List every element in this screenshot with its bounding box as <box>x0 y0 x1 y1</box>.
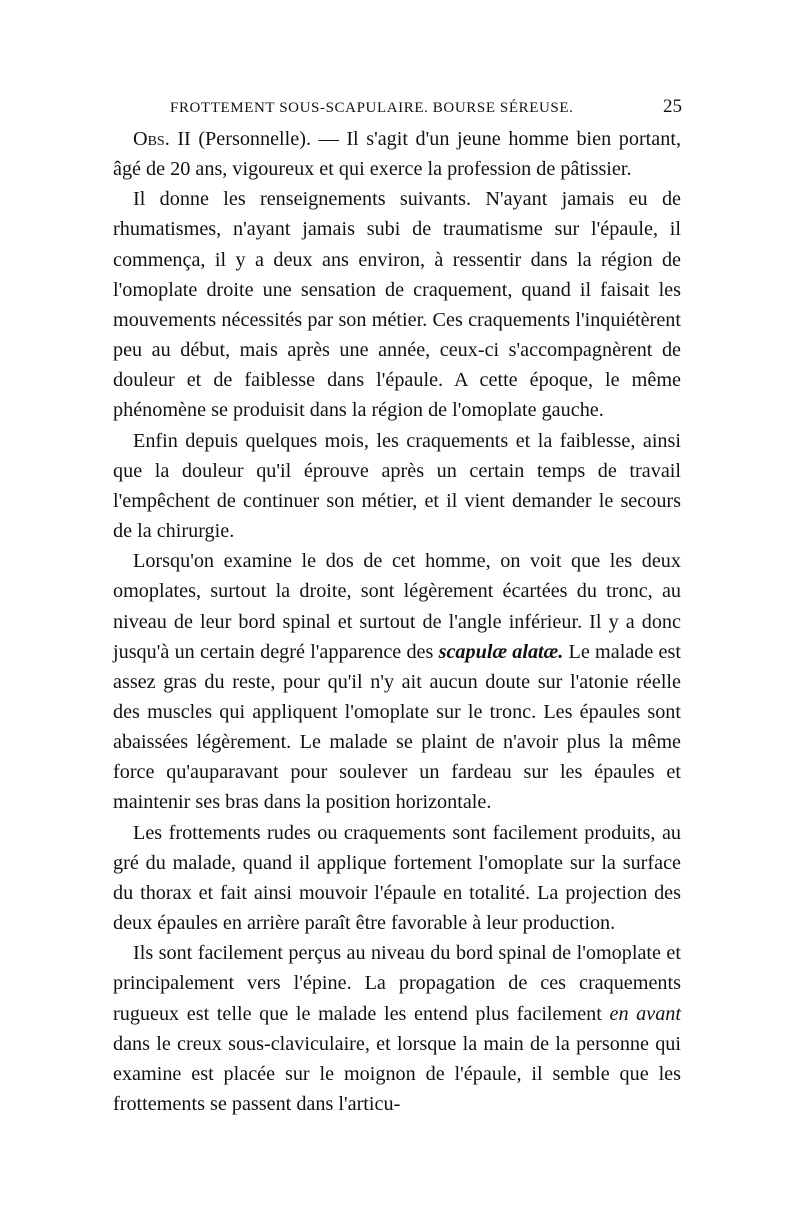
paragraph <box>113 546 681 817</box>
observation-label: Obs. II <box>133 128 191 150</box>
paragraph <box>113 818 681 939</box>
latin-term: scapulæ alatæ. <box>438 640 564 663</box>
paragraph-text: (Personnelle). — Il s'agit d'un jeune homme bien portant, âgé de 20 ans, vigoureux et qui exerce la profession de pâtissier. <box>113 128 681 181</box>
page-number: 25 <box>663 96 682 117</box>
paragraph-obs <box>113 124 681 184</box>
paragraph-text: Il donne les renseignements suivants. N'ayant jamais eu de rhumatismes, n'ayant jamais subi de traumatisme sur l'épaule, il commença, il y a deux ans environ, à ressentir dans la région de l'omoplate droite une sensation de craquement, quand il faisait les mouvements nécessités par son métier. Ces craquements l'inquiétèrent peu au début, mais après une année, ceux-ci s'accompagnèrent de douleur et de faiblesse dans l'épaule. A cette époque, le même phénomène se produisit dans la région de l'omoplate gauche. <box>113 188 681 422</box>
paragraph-text: Enfin depuis quelques mois, les craquements et la faiblesse, ainsi que la douleur qu'il éprouve après un certain temps de travail l'empêchent de continuer son métier, et il vient demander le secours de la chirurgie. <box>113 429 681 543</box>
running-head <box>110 96 682 120</box>
body-text <box>113 124 681 1119</box>
paragraph-text: Les frottements rudes ou craquements sont facilement produits, au gré du malade, quand il applique fortement l'omoplate sur la surface du thorax et fait ainsi mouvoir l'épaule en totalité. La projection des deux épaules en arrière paraît être favorable à leur production. <box>113 821 681 935</box>
paragraph <box>113 184 681 425</box>
running-title: FROTTEMENT SOUS-SCAPULAIRE. BOURSE SÉREUSE. <box>170 100 574 116</box>
paragraph-text: Le malade est assez gras du reste, pour qu'il n'y ait aucun doute sur l'atonie réelle des muscles qui appliquent l'omoplate sur le tronc. Les épaules sont abaissées légèrement. Le malade se plaint de n'avoir plus la même force qu'auparavant pour soulever un fardeau sur les épaules et maintenir ses bras dans la position horizontale. <box>113 640 681 814</box>
paragraph-text: Lorsqu'on examine le dos de cet homme, on voit que les deux omoplates, surtout la droite, sont légèrement écartées du tronc, au niveau de leur bord spinal et surtout de l'angle inférieur. Il y a donc jusqu'à un certain degré l'apparence des <box>113 550 681 663</box>
paragraph <box>113 938 681 1119</box>
italic-phrase: en avant <box>609 1002 681 1025</box>
paragraph-text: Ils sont facilement perçus au niveau du bord spinal de l'omoplate et principalement vers l'épine. La propagation de ces craquements rugueux est telle que le malade les entend plus facilement <box>113 942 681 1025</box>
paragraph <box>113 426 681 547</box>
paragraph-text: dans le creux sous-claviculaire, et lorsque la main de la personne qui examine est placée sur le moignon de l'épaule, il semble que les frottements se passent dans l'articu- <box>113 1032 681 1115</box>
